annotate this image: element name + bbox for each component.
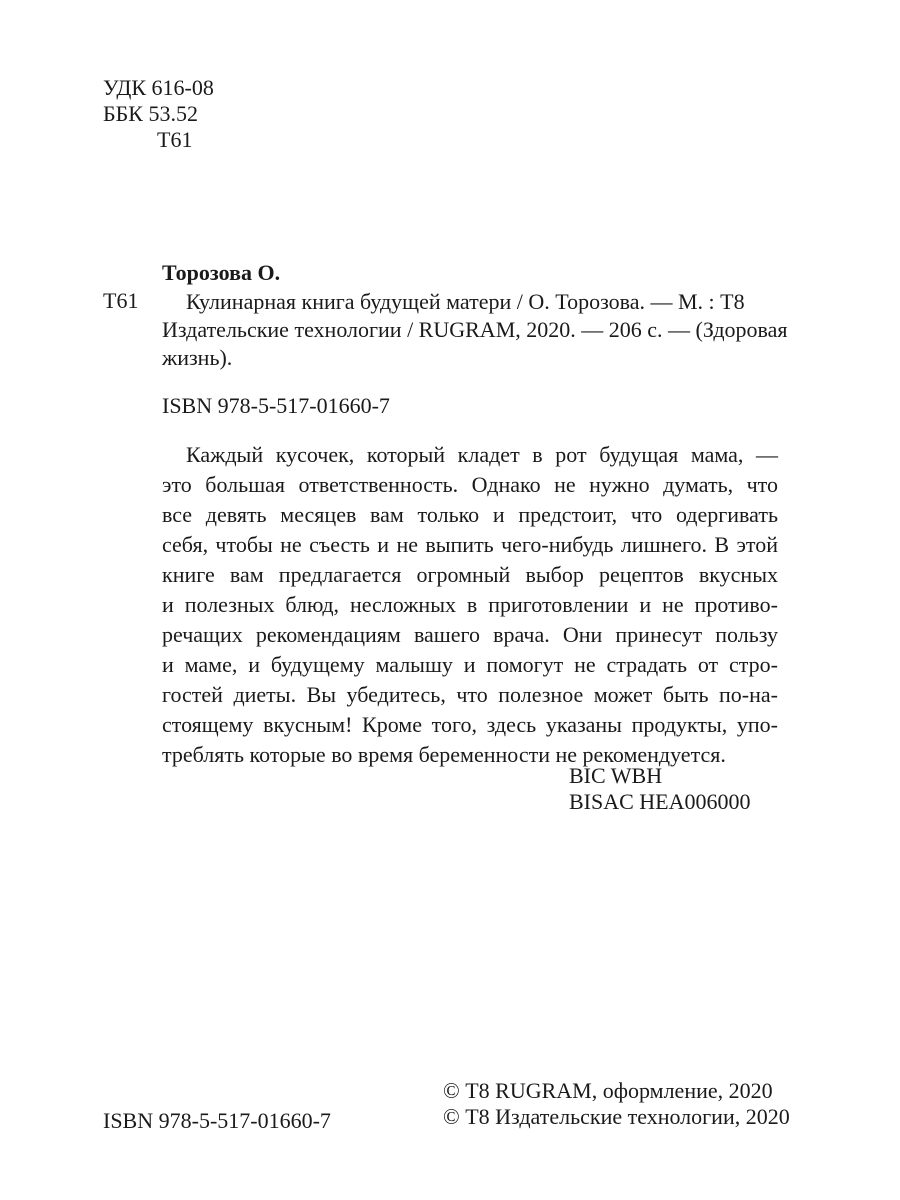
- annotation-line: это большая ответственность. Однако не нужно думать, что: [162, 472, 778, 497]
- annotation-line: и маме, и будущему малышу и помогут не страдать от стро-: [162, 652, 778, 677]
- isbn-main: ISBN 978-5-517-01660-7: [162, 393, 390, 418]
- annotation-line: стоящему вкусным! Кроме того, здесь указаны продукты, упо-: [162, 712, 778, 737]
- copyright-line: © Т8 Издательские технологии, 2020: [443, 1104, 790, 1129]
- annotation-line: гостей диеты. Вы убедитесь, что полезное может быть по-на-: [162, 682, 778, 707]
- bibliographic-line: жизнь).: [162, 345, 233, 370]
- annotation-line: себя, чтобы не съесть и не выпить чего-нибудь лишнего. В этой: [162, 532, 778, 557]
- annotation-line: Каждый кусочек, который кладет в рот будущая мама, —: [186, 442, 778, 467]
- annotation-text: [162, 440, 778, 770]
- annotation-line: книге вам предлагается огромный выбор рецептов вкусных: [162, 562, 778, 587]
- bibliographic-description: [162, 288, 788, 372]
- bibliographic-line: Кулинарная книга будущей матери / О. Торозова. — М. : Т8: [186, 289, 745, 314]
- annotation-line: треблять которые во время беременности не рекомендуется.: [162, 742, 726, 767]
- copyright-line: © Т8 RUGRAM, оформление, 2020: [443, 1078, 773, 1103]
- annotation-line: и полезных блюд, несложных в приготовлении и не противо-: [162, 592, 778, 617]
- annotation-line: все девять месяцев вам только и предстоит, что одергивать: [162, 502, 778, 527]
- author-mark-left: Т61: [103, 288, 139, 313]
- bbk-code: ББК 53.52: [103, 101, 198, 126]
- bibliographic-line: Издательские технологии / RUGRAM, 2020. — 206 с. — (Здоровая: [162, 317, 788, 342]
- bic-code: BIC WBH: [569, 763, 663, 788]
- annotation-line: речащих рекомендациям вашего врача. Они принесут пользу: [162, 622, 778, 647]
- author-mark-top: Т61: [157, 127, 193, 152]
- author-name: Торозова О.: [162, 260, 281, 285]
- bisac-code: BISAC HEA006000: [569, 789, 751, 814]
- isbn-footer: ISBN 978-5-517-01660-7: [103, 1108, 331, 1133]
- udk-code: УДК 616-08: [103, 75, 214, 100]
